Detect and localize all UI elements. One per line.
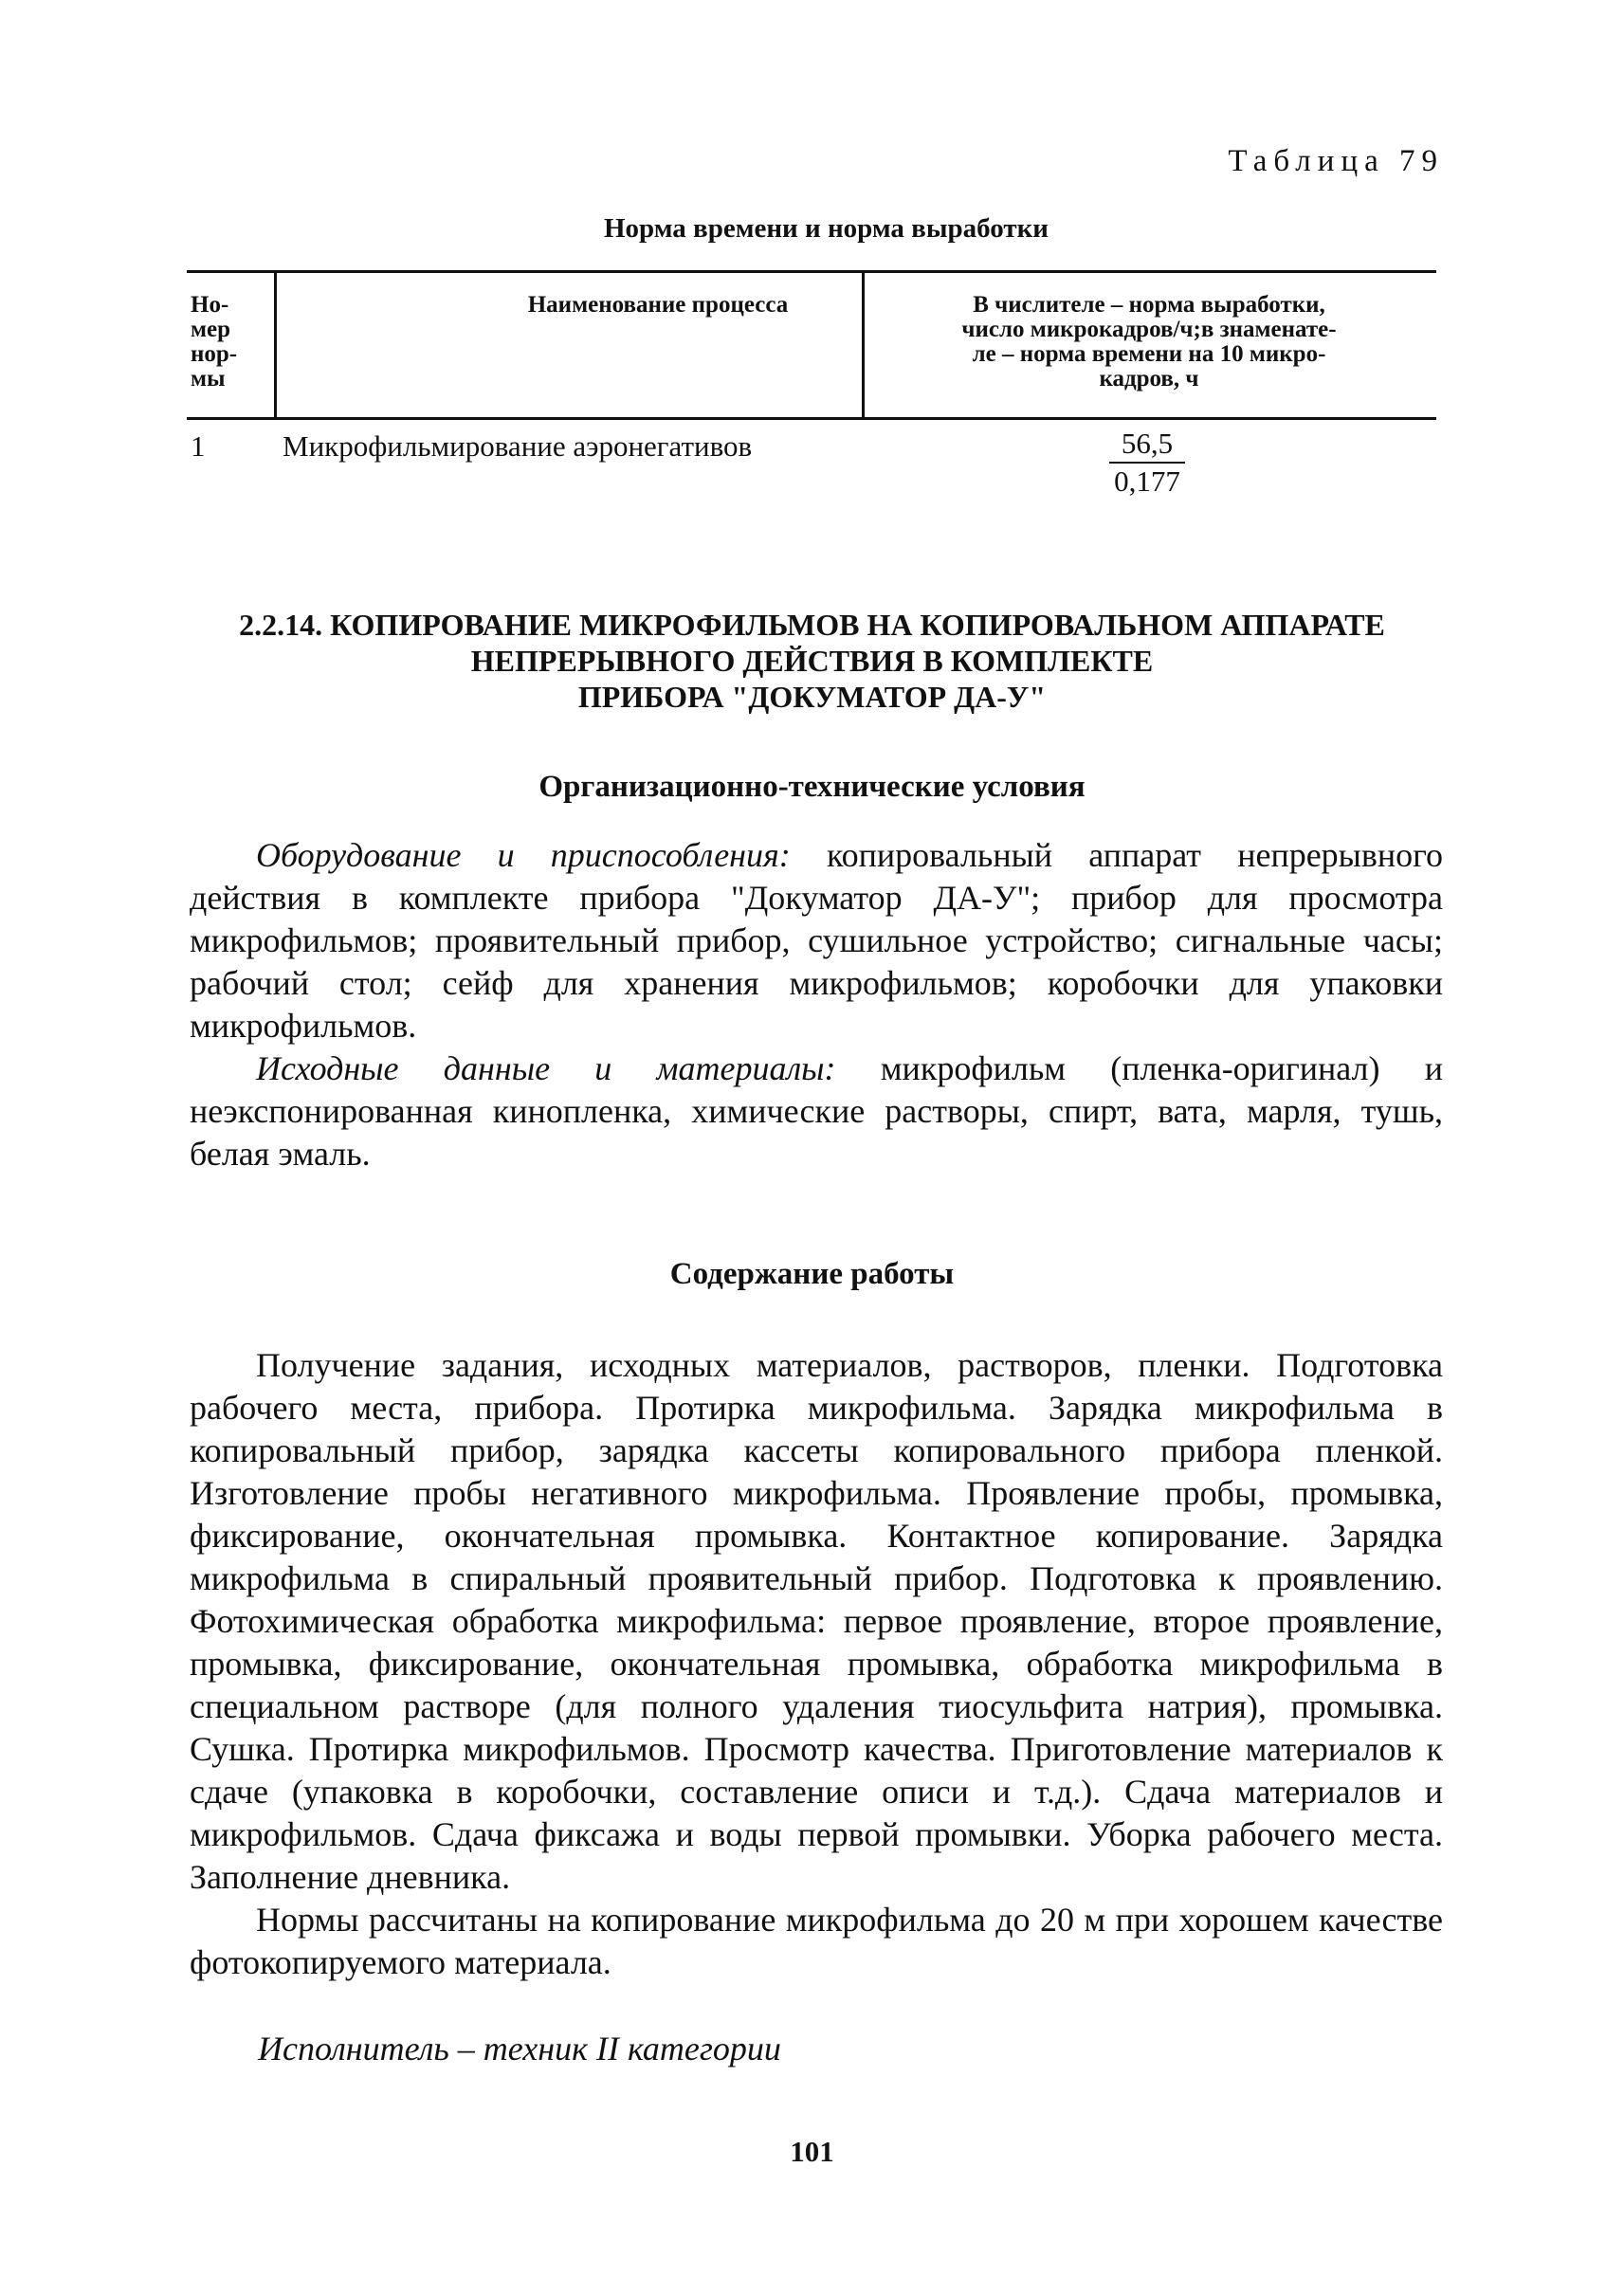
norms-paragraph: Нормы рассчитаны на копирование микрофильма до 20 м при хорошем качестве фотокопируемого материала. <box>190 1901 1443 1981</box>
header-line: ле – норма времени на 10 микро- <box>972 341 1326 367</box>
table-header-rule <box>187 417 1436 420</box>
materials-label: Исходные данные и материалы: <box>256 1049 836 1087</box>
header-cell-rate <box>862 293 1436 392</box>
equipment-paragraph <box>190 834 1443 1047</box>
fraction-numerator: 56,5 <box>1109 426 1185 464</box>
conditions-heading: Организационно-технические условия <box>538 770 1086 804</box>
section-title-line: 2.2.14. КОПИРОВАНИЕ МИКРОФИЛЬМОВ НА КОПИРОВАЛЬНОМ АППАРАТЕ <box>239 608 1385 642</box>
header-line: число микрокадров/ч;в знаменате- <box>961 317 1337 342</box>
header-line: мер <box>191 317 231 342</box>
equipment-label: Оборудование и приспособления: <box>256 836 791 874</box>
section-title-line: НЕПРЕРЫВНОГО ДЕЙСТВИЯ В КОМПЛЕКТЕ <box>470 644 1154 678</box>
content-paragraph: Получение задания, исходных материалов, растворов, пленки. Подготовка рабочего места, прибора. Протирка микрофильма. Зарядка микрофильма в копировальный прибор, зарядка кассеты копировального прибора пленкой. Изготовление пробы негативного микрофильма. Проявление пробы, промывка, фиксирование, окончательная промывка. Контактное копирование. Зарядка микрофильма в спиральный проявительный прибор. Подготовка к проявлению. Фотохимическая обработка микрофильма: первое проявление, второе проявление, промывка, фиксирование, окончательная промывка, обработка микрофильма в специальном растворе (для полного удаления тиосульфита натрия), промывка. Сушка. Протирка микрофильмов. Просмотр качества. Приготовление материалов к сдаче (упаковка в коробочки, составление описи и т.д.). Сдача материалов и микрофильмов. Сдача фиксажа и воды первой промывки. Уборка рабочего места. Заполнение дневника. <box>190 1346 1443 1896</box>
header-line: Но- <box>191 292 229 318</box>
header-line: мы <box>191 366 226 392</box>
table-label: Таблица 79 <box>1228 144 1444 178</box>
performer-line: Исполнитель – техник II категории <box>258 2030 781 2067</box>
content-heading: Содержание работы <box>669 1257 955 1291</box>
header-cell-name: Наименование процесса <box>527 292 789 318</box>
table-top-rule <box>187 270 1436 273</box>
table-title-text: Норма времени и норма выработки <box>604 213 1049 244</box>
section-title-line: ПРИБОРА "ДОКУМАТОР ДА-У" <box>577 680 1047 714</box>
header-cell-number <box>191 293 271 392</box>
fraction-denominator: 0,177 <box>1114 464 1180 498</box>
conditions-body <box>190 834 1443 1175</box>
section-title <box>0 607 1624 715</box>
materials-text: микрофильм (пленка-оригинал) и неэкспонированная кинопленка, химические растворы, спирт, вата, марля, тушь, белая эмаль. <box>190 1049 1443 1173</box>
content-body <box>190 1344 1443 1984</box>
header-number-line <box>191 293 271 392</box>
page-number: 101 <box>790 2135 834 2168</box>
norms-table <box>187 270 1438 498</box>
row-rate-fraction <box>1076 426 1218 499</box>
equipment-text: копировальный аппарат непрерывного действия в комплекте прибора "Докуматор ДА-У"; прибор для просмотра микрофильмов; проявительный прибор, сушильное устройство; сигнальные часы; рабочий стол; сейф для хранения микрофильмов; коробочки для упаковки микрофильмов. <box>190 836 1444 1045</box>
header-line: В числителе – норма выработки, <box>973 292 1325 318</box>
header-line: нор- <box>191 341 238 367</box>
row-process-name: Микрофильмирование аэронегативов <box>283 429 753 463</box>
row-number: 1 <box>191 429 206 463</box>
materials-paragraph <box>190 1047 1443 1175</box>
table-title <box>0 213 1624 245</box>
header-line: кадров, ч <box>1099 366 1199 392</box>
